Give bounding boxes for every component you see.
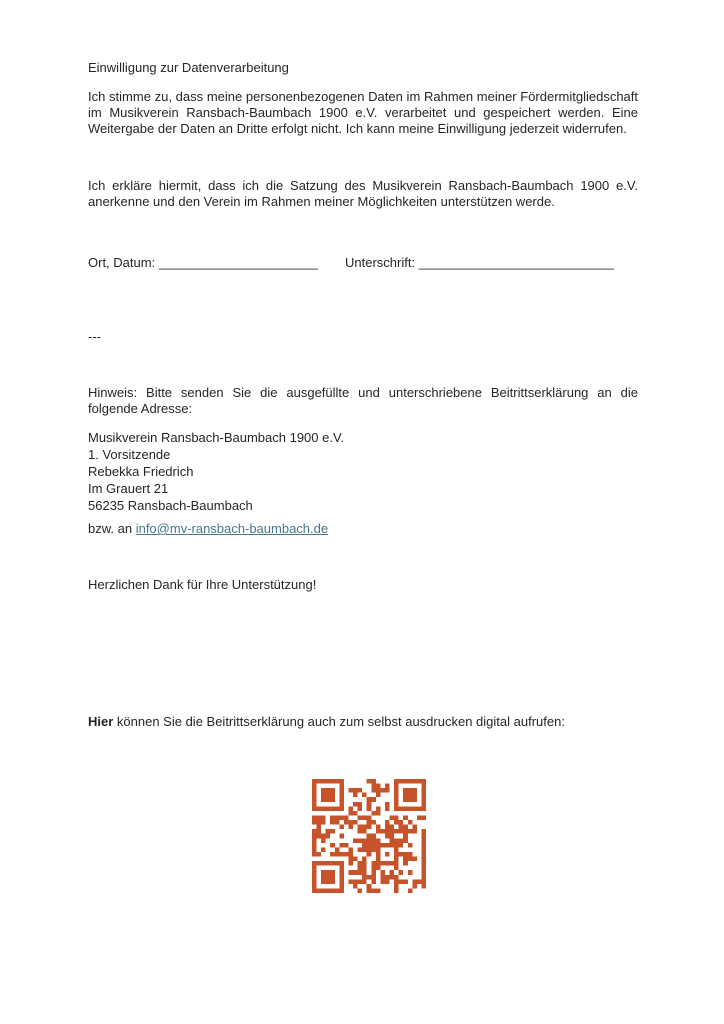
address-role: 1. Vorsitzende bbox=[88, 447, 171, 462]
address-city: 56235 Ransbach-Baumbach bbox=[88, 498, 253, 513]
address-block bbox=[88, 429, 638, 514]
declaration-paragraph: Ich erkläre hiermit, dass ich die Satzung des Musikverein Ransbach-Baumbach 1900 e.V. anerkenne und den Verein im Rahmen meiner Möglichkeiten unterstützen werde. bbox=[88, 178, 638, 209]
place-date-field bbox=[88, 255, 318, 271]
place-date-blank-line: ______________________ bbox=[158, 255, 318, 270]
digital-access-bold-word: Hier bbox=[88, 714, 114, 729]
consent-paragraph: Ich stimme zu, dass meine personenbezogenen Daten im Rahmen meiner Fördermitgliedschaft im Musikverein Ransbach-Baumbach 1900 e.V. verarbeitet und gespeichert werden. Eine Weitergabe der Daten an Dritte erfolgt nicht. Ich kann meine Einwilligung jederzeit widerrufen. bbox=[88, 89, 638, 136]
email-line bbox=[88, 521, 638, 537]
signature-field bbox=[345, 255, 614, 271]
address-name: Rebekka Friedrich bbox=[88, 464, 194, 479]
address-organization: Musikverein Ransbach-Baumbach 1900 e.V. bbox=[88, 430, 345, 445]
signature-label: Unterschrift: bbox=[345, 255, 416, 270]
email-link[interactable]: info@mv-ransbach-baumbach.de bbox=[135, 521, 329, 536]
place-date-label: Ort, Datum: bbox=[88, 255, 156, 270]
digital-access-rest: können Sie die Beitrittserklärung auch zum selbst ausdrucken digital aufrufen: bbox=[113, 714, 565, 729]
qr-code-image bbox=[312, 779, 426, 893]
document-title: Einwilligung zur Datenverarbeitung bbox=[88, 60, 289, 75]
signature-row bbox=[88, 255, 638, 273]
digital-access-line bbox=[88, 714, 638, 730]
thanks-line: Herzlichen Dank für Ihre Unterstützung! bbox=[88, 577, 317, 592]
signature-blank-line: ___________________________ bbox=[418, 255, 614, 270]
email-prefix: bzw. an bbox=[88, 521, 136, 536]
divider-dashes: --- bbox=[88, 329, 101, 344]
address-street: Im Grauert 21 bbox=[88, 481, 169, 496]
note-paragraph: Hinweis: Bitte senden Sie die ausgefüllte und unterschriebene Beitrittserklärung an die folgende Adresse: bbox=[88, 385, 638, 416]
